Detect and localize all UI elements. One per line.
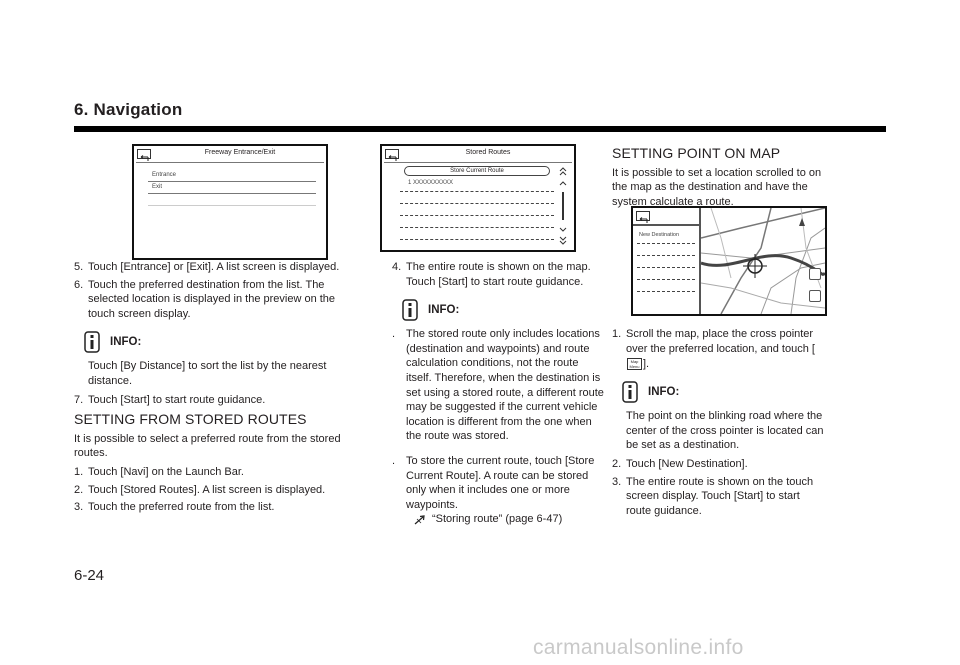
watermark: carmanualsonline.info <box>533 636 744 659</box>
info-icon <box>402 299 422 321</box>
screen-title: Freeway Entrance/Exit <box>204 149 276 156</box>
step-2: 2. Touch [Stored Routes]. A list screen is displayed. <box>74 483 326 496</box>
column-3 <box>612 146 826 521</box>
route-row[interactable] <box>400 239 554 240</box>
route-row[interactable] <box>400 227 554 228</box>
scroll-up-icon <box>560 182 566 185</box>
bullet-icon: . <box>392 328 396 341</box>
map-menu-key-icon: Map Menu <box>627 358 642 370</box>
divider <box>136 162 324 163</box>
column-1 <box>74 260 346 518</box>
info-text: The point on the blinking road where the center of the cross pointer is located can be set as a destination. <box>626 410 824 452</box>
divider <box>148 205 316 206</box>
info-box: INFO: <box>84 331 346 353</box>
page-up-icon <box>560 168 566 175</box>
stored-routes-screen <box>380 144 576 252</box>
exit-item[interactable]: Exit <box>152 184 163 190</box>
step-3: 3. The entire route is shown on the touch screen display. Touch [Start] to start route guidance. <box>612 475 814 517</box>
divider <box>148 193 316 194</box>
heading-stored-routes: SETTING FROM STORED ROUTES <box>74 411 307 428</box>
divider <box>148 181 316 182</box>
step-7: 7. Touch [Start] to start route guidance. <box>74 393 266 406</box>
route-row[interactable] <box>400 215 554 216</box>
header-rule <box>74 126 886 132</box>
step-5: 5. Touch [Entrance] or [Exit]. A list screen is displayed. <box>74 261 340 273</box>
intro-text: It is possible to select a preferred route from the stored routes. <box>74 432 341 460</box>
back-icon <box>385 149 399 159</box>
step-4: 4. The entire route is shown on the map. Touch [Start] to start route guidance. <box>392 261 591 288</box>
screen-title: Stored Routes <box>465 149 511 156</box>
bullet-icon: . <box>392 454 396 467</box>
entrance-item[interactable]: Entrance <box>152 172 177 178</box>
scrollbar[interactable] <box>558 164 568 246</box>
info-box: INFO: <box>622 381 826 403</box>
stored-route-item[interactable]: 1 XXXXXXXXXX <box>408 180 454 186</box>
step-1: 1. Touch [Navi] on the Launch Bar. <box>74 465 244 478</box>
scroll-thumb <box>562 192 564 220</box>
new-destination-button[interactable]: New Destination <box>639 232 680 238</box>
info-bullet: . The stored route only includes locations (destination and waypoints) and route calculation conditions, not the route itself. Therefore, when the destination is set using a stored route, a different route may be suggested if the current vehicle location is different from the one when the route was stored. <box>392 328 604 443</box>
route-row[interactable] <box>400 203 554 204</box>
info-box: INFO: <box>402 299 606 321</box>
scroll-down-icon <box>560 228 566 231</box>
info-text: Touch [By Distance] to sort the list by the nearest distance. <box>88 360 327 387</box>
section-title: 6. Navigation <box>74 100 183 119</box>
step-2: 2. Touch [New Destination]. <box>612 457 748 470</box>
store-current-route-button[interactable]: Store Current Route <box>404 166 550 176</box>
step-3: 3. Touch the preferred route from the list. <box>74 501 275 514</box>
info-bullet: . To store the current route, touch [Store Current Route]. A route can be stored only when it includes one or more waypoints. <box>392 454 595 511</box>
info-icon <box>622 381 642 403</box>
back-icon <box>137 149 151 159</box>
cross-reference[interactable]: “Storing route” (page 6-47) <box>392 512 606 527</box>
page-down-icon <box>560 237 566 244</box>
step-1: 1. Scroll the map, place the cross pointer over the preferred location, and touch [Map Menu ]. <box>612 328 815 370</box>
route-row[interactable] <box>400 191 554 192</box>
intro-text: It is possible to set a location scrolled to on the map as the destination and have the system calculate a route. <box>612 166 822 208</box>
freeway-entrance-exit-screen <box>132 144 328 260</box>
page-number: 6-24 <box>74 567 105 584</box>
divider <box>384 162 572 163</box>
heading-point-on-map: SETTING POINT ON MAP <box>612 145 781 161</box>
column-2 <box>392 260 606 527</box>
reference-arrow-icon <box>414 515 428 525</box>
info-icon <box>84 331 104 353</box>
step-6: 6. Touch the preferred destination from the list. The selected location is displayed in the preview on the touch screen display. <box>74 278 336 320</box>
